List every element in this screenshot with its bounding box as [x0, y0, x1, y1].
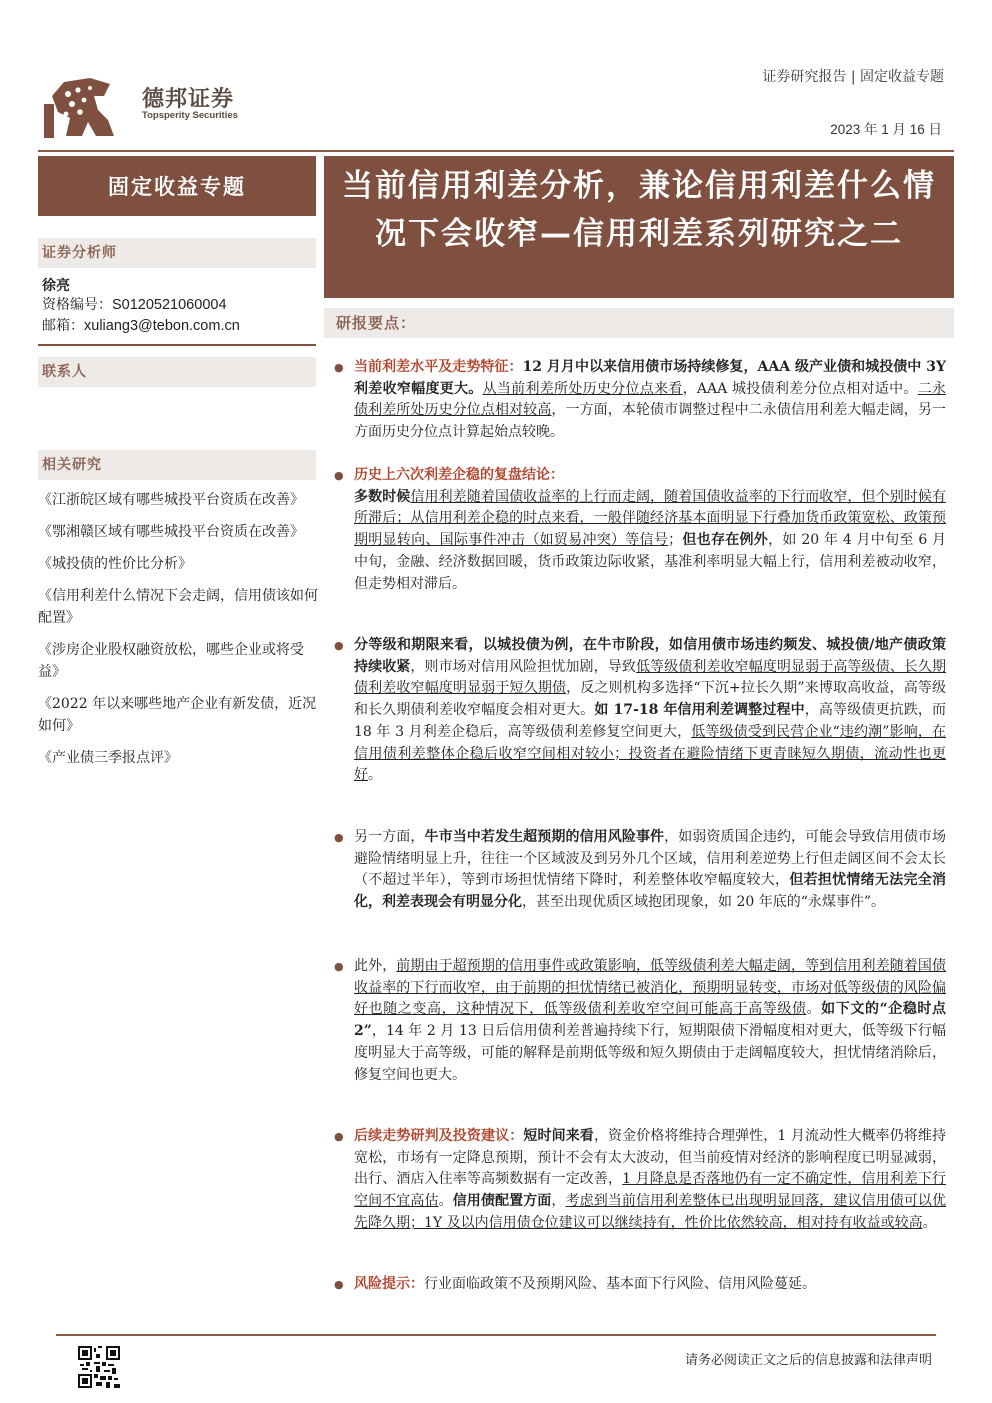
point-underline: 低等级债利差收窄幅度明显弱于高等级债、长久期债利差收窄幅度明显弱于短久期债 [354, 658, 947, 697]
point-text: 另一方面， [354, 829, 425, 845]
report-type: 证券研究报告 | 固定收益专题 [762, 69, 944, 85]
point-text: 。 [806, 1001, 822, 1018]
point-underline: 二永债利差所处历史分位点相对较高 [354, 380, 947, 419]
footer-divider [56, 1334, 936, 1336]
related-research-list [38, 489, 318, 779]
point-bold: 信用债配置方面 [452, 1193, 552, 1210]
point-bold: 多数时候 [354, 488, 411, 505]
bullet-icon: ● [334, 469, 344, 482]
related-research-item[interactable]: 《涉房企业股权融资放松，哪些企业或将受益》 [38, 642, 304, 680]
point-text: ， [551, 1193, 566, 1210]
bullet-icon: ● [334, 1278, 344, 1291]
related-research-item[interactable]: 《城投债的性价比分析》 [38, 556, 192, 572]
point-text: ，资金价格将维持合理弹性，1 月流动性大概率仍将维持宽松，市场有一定降息预期，预计不会有太大波动，但当前疫情对经济的影响程度已明显减弱，出行、酒店入住率等高频数据有一定改善， [354, 1128, 947, 1188]
point-text: ，如弱资质国企违约，可能会导致信用债市场避险情绪明显上升，往往一个区域波及到另外几个区域，信用利差逆势上行但走阔区间不会太长（不超过半年），等到市场担忧情绪下降时，利差整体收窄幅度较大， [354, 829, 947, 889]
point-text: 。 [438, 1193, 453, 1210]
point-underline: 低等级债受到民营企业“违约潮”影响，在信用债利差整体企稳后收窄空间相对较小；投资者在避险情绪下更青睐短久期债，流动性也更好 [354, 723, 946, 784]
point-text: ，一方面，本轮债市调整过程中二永债信用利差大幅走阔，另一方面历史分位点计算起始点较晚。 [354, 402, 947, 441]
point-bold: 分等级和期限来看，以城投债为例，在牛市阶段，如信用债市场违约频发、城投债/地产债政策持续收紧 [354, 637, 946, 675]
point-bold: 但若担忧情绪无法完全消化，利差表现会有明显分化 [354, 872, 947, 911]
point-underline: 从当前利差所处历史分位点来看 [482, 380, 683, 397]
point-underline: 信用利差随着国债收益率的上行而走阔，随着国债收益率的下行而收窄，但个别时候有所滞后；从信用利差企稳的时点来看，一般伴随经济基本面明显下行叠加货币政策宽松、政策预期明显转向、国际事件冲击（如贸易冲突）等信号 [354, 488, 946, 549]
related-research-item[interactable]: 《江浙皖区域有哪些城投平台资质在改善》 [38, 492, 304, 508]
summary-point-credit-event [334, 827, 946, 914]
related-research-item[interactable]: 《2022 年以来哪些地产企业有新发债，近况如何》 [38, 696, 317, 734]
point-underline: 考虑到当前信用利差整体已出现明显回落，建议信用债可以优先降久期；1Y 及以内信用债仓位建议可以继续持有，性价比依然较高，相对持有收益或较高 [354, 1193, 947, 1231]
brand-name-en: Topsperity Securities [142, 110, 238, 121]
analyst-name: 徐亮 [42, 278, 70, 294]
related-research-heading: 相关研究 [38, 450, 316, 480]
point-bold: 短时间来看 [523, 1128, 594, 1144]
point-lead: 当前利差水平及走势特征： [354, 359, 523, 375]
summary-heading: 研报要点： [324, 308, 954, 338]
point-underline: 前期由于超预期的信用事件或政策影响，低等级债利差大幅走阔，等到信用利差随着国债收益率的下行而收窄，由于前期的担忧情绪已被消化，预期明显转变，市场对低等级债的风险偏好也随之变高，这种情况下，低等级债利差收窄空间可能高于高等级债 [354, 958, 947, 1018]
point-text: 。 [368, 767, 382, 784]
disclosure-note: 请务必阅读正文之后的信息披露和法律声明 [684, 1353, 932, 1368]
point-bold: 12 月月中以来信用债市场持续修复，AAA 级产业债和城投债中 3Y 利差收窄幅度更大。 [354, 359, 946, 397]
brand-name-cn: 德邦证券 [142, 87, 235, 112]
point-text: ，反之则机构多选择“下沉+拉长久期”来博取高收益，高等级和长久期债利差收窄幅度会相对更大。 [354, 680, 947, 719]
bullet-icon: ● [334, 960, 344, 973]
analyst-license [42, 294, 227, 314]
point-bold: 如下文的“企稳时点 2” [354, 1001, 947, 1040]
analyst-divider [38, 344, 316, 346]
summary-point-rating-tenor [334, 635, 946, 787]
point-text: ，14 年 2 月 13 日后信用债利差普遍持续下行，短期限债下滑幅度相对更大，低等级下行幅度明显大于高等级，可能的解释是前期低等级和短久期债由于走阔幅度较大，担忧情绪消除后，修复空间也更大。 [354, 1023, 946, 1083]
point-text: 。 [922, 1214, 937, 1231]
related-research-item[interactable]: 《信用利差什么情况下会走阔，信用债该如何配置》 [38, 588, 318, 626]
summary-point-low-rating [334, 956, 946, 1086]
license-label: 资格编号： [42, 297, 112, 313]
point-text: ，则市场对信用风险担忧加剧，导致 [410, 658, 636, 675]
email-value[interactable]: xuliang3@tebon.com.cn [84, 318, 240, 334]
license-value: S0120521060004 [112, 297, 227, 313]
email-label: 邮箱： [42, 318, 84, 334]
summary-point-outlook [334, 1126, 946, 1235]
point-text: 行业面临政策不及预期风险、基本面下行风险、信用风险蔓延。 [424, 1276, 816, 1292]
report-date: 2023 年 1 月 16 日 [830, 122, 942, 137]
bullet-icon: ● [334, 361, 344, 374]
point-text: ，高等级债更抗跌，而 18 年 3 月利差企稳后，高等级债利差修复空间更大， [354, 702, 947, 740]
analyst-email [42, 315, 240, 335]
report-title: 当前信用利差分析，兼论信用利差什么情况下会收窄—信用利差系列研究之二 [324, 156, 954, 298]
point-text: ，甚至出现优质区域抱团现象，如 20 年底的“永煤事件”。 [522, 894, 886, 911]
header-divider [38, 150, 954, 152]
bullet-icon: ● [334, 639, 344, 652]
point-bold: 牛市当中若发生超预期的信用风险事件 [424, 829, 665, 845]
company-logo [44, 74, 122, 138]
related-research-item[interactable]: 《产业债三季报点评》 [38, 750, 178, 766]
point-lead: 风险提示： [354, 1276, 424, 1292]
point-bold: 如 17-18 年信用利差调整过程中 [594, 702, 805, 719]
bullet-icon: ● [334, 831, 344, 844]
category-banner: 固定收益专题 [38, 156, 316, 216]
point-text: ，如 20 年 4 月中旬至 6 月中旬，金融、经济数据回暖，货币政策边际收紧，基准利率明显大幅上行，信用利差被动收窄，但走势相对滞后。 [354, 532, 947, 592]
related-research-item[interactable]: 《鄂湘赣区域有哪些城投平台资质在改善》 [38, 524, 304, 540]
point-text: ，AAA 城投债利差分位点相对适中。 [682, 380, 918, 397]
point-text: ； [668, 532, 683, 549]
point-underline: 1 月降息是否落地仍有一定不确定性，信用利差下行空间不宜高估 [354, 1171, 947, 1210]
point-lead: 历史上六次利差企稳的复盘结论： [354, 467, 564, 483]
summary-point-current-spread [334, 357, 946, 444]
point-lead: 后续走势研判及投资建议： [354, 1128, 524, 1144]
analyst-heading: 证券分析师 [38, 238, 316, 268]
qr-code-icon [78, 1346, 120, 1388]
point-text: 此外， [354, 958, 397, 974]
bullet-icon: ● [334, 1130, 344, 1143]
summary-point-history-review [334, 465, 946, 595]
contact-heading: 联系人 [38, 357, 316, 387]
summary-point-risk [334, 1274, 946, 1296]
point-bold: 但也存在例外 [682, 532, 769, 549]
